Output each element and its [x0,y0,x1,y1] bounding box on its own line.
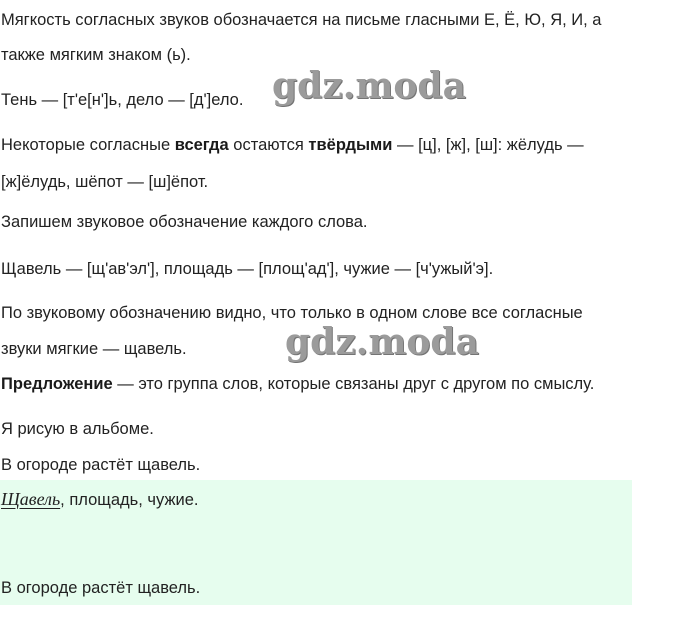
example-sentence-2: В огороде растёт щавель. [1,456,201,474]
text-segment: — [ц], [ж], [ш]: жёлудь — [392,136,584,154]
paragraph-soft-consonants-cont: также мягким знаком (ь). [1,46,191,64]
answer-sentence: В огороде растёт щавель. [1,579,201,597]
paragraph-conclusion-cont: звуки мягкие — щавель. [1,340,187,358]
example-sentence-1: Я рисую в альбоме. [1,420,154,438]
paragraph-soft-consonants: Мягкость согласных звуков обозначается на письме гласными Е, Ё, Ю, Я, И, а [1,11,602,29]
paragraph-conclusion: По звуковому обозначению видно, что только в одном слове все согласные [1,304,583,322]
text-segment: — это группа слов, которые связаны друг с другом по смыслу. [112,375,595,393]
text-segment: Некоторые согласные [1,136,175,154]
paragraph-hard-consonants [1,135,584,155]
paragraph-transcription: Щавель — [щ'ав'эл'], площадь — [площ'ад'], чужие — [ч'ужый'э]. [1,260,494,278]
bold-hard: твёрдыми [308,136,393,154]
watermark-logo: gdz.moda [272,65,466,107]
answer-words-line [1,489,198,510]
paragraph-examples-soft: Тень — [т'е[н']ь, дело — [д']ело. [1,91,244,109]
bold-sentence-term: Предложение [1,375,113,393]
handwritten-word: Щавель [1,489,61,509]
paragraph-instruction: Запишем звуковое обозначение каждого слова. [1,213,368,231]
paragraph-definition [1,374,594,394]
answer-box [0,480,632,605]
paragraph-hard-consonants-cont: [ж]ёлудь, шёпот — [ш]ёпот. [1,173,209,191]
bold-always: всегда [174,136,229,154]
watermark-logo: gdz.moda [285,321,479,363]
text-segment: остаются [228,136,309,154]
answer-rest: , площадь, чужие. [60,491,199,509]
